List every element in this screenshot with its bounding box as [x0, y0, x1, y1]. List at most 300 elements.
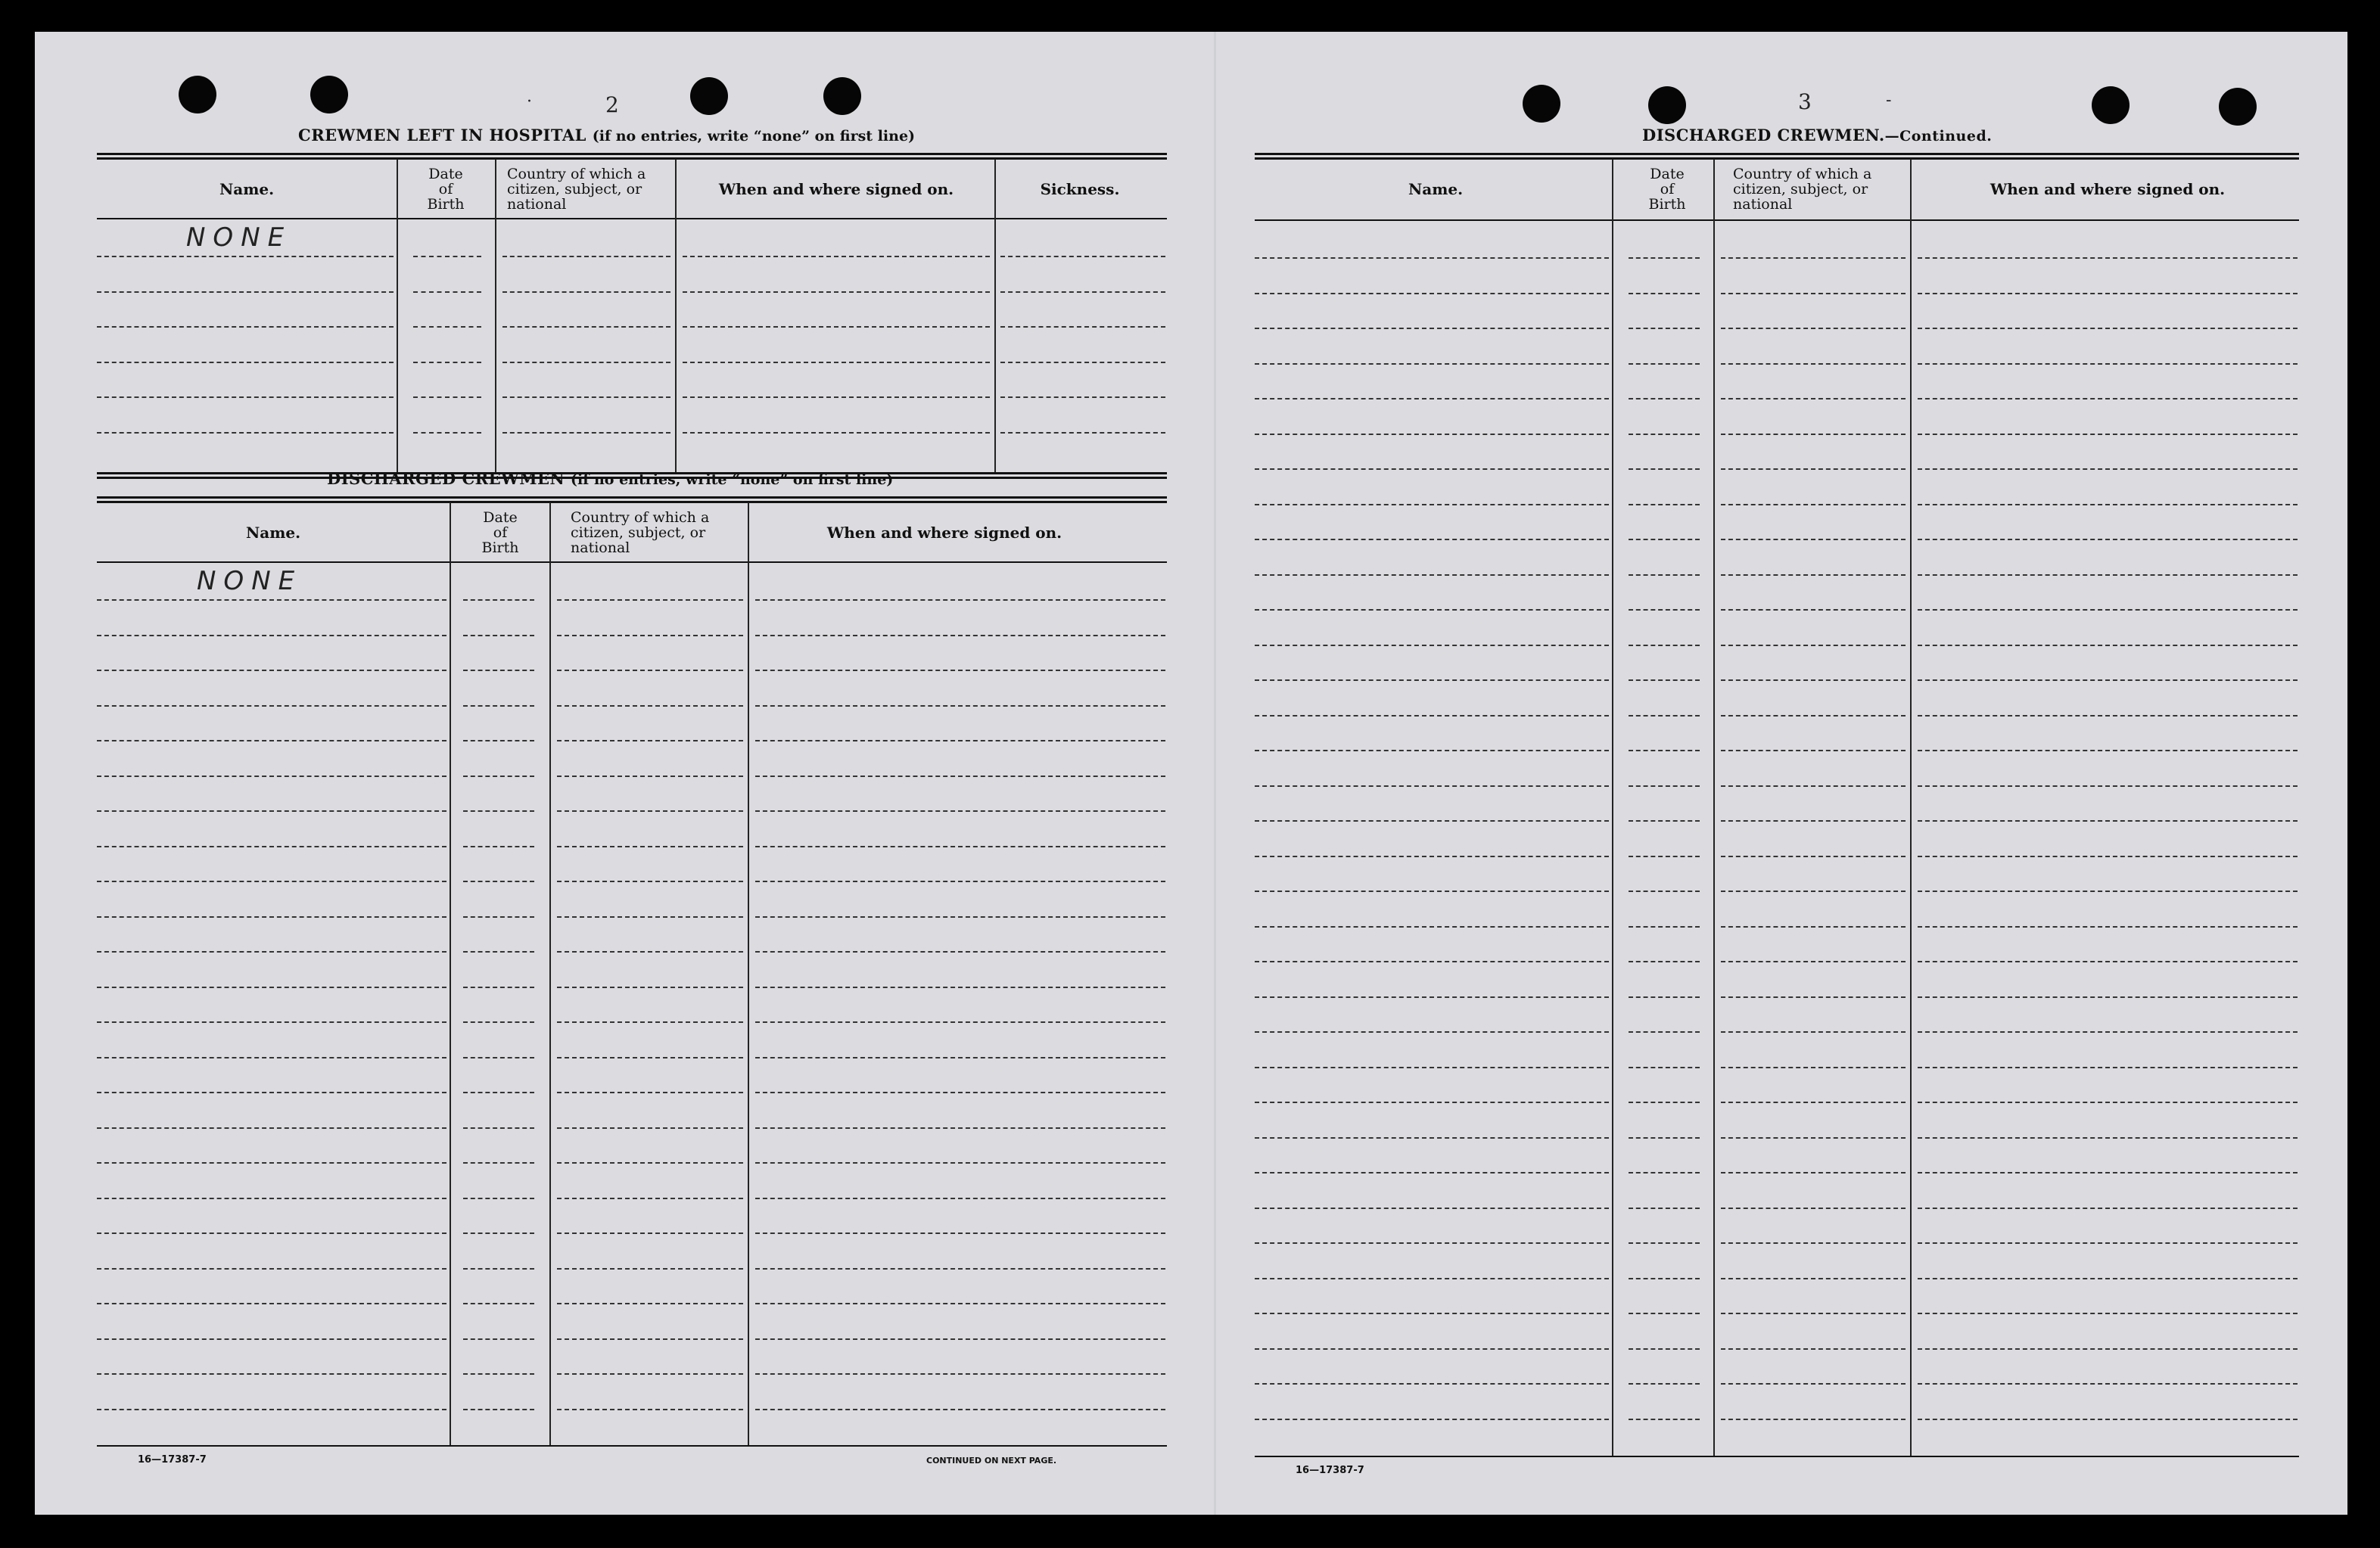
entry-line — [557, 670, 743, 671]
entry-line — [1918, 750, 2298, 751]
col-header-text: Date of Birth — [1648, 166, 1686, 213]
entry-line — [463, 951, 534, 953]
entry-line — [1629, 750, 1700, 751]
col-header-country — [554, 510, 749, 555]
entry-line — [1629, 398, 1700, 399]
entry-line — [1000, 291, 1165, 293]
entry-line — [1918, 328, 2298, 329]
column-divider — [495, 159, 496, 474]
discharged-continued-title — [1642, 126, 1992, 145]
punch-hole — [1648, 86, 1686, 124]
entry-line — [1255, 1172, 1609, 1173]
continued-note: CONTINUED ON NEXT PAGE. — [926, 1456, 1057, 1466]
entry-line — [1629, 1242, 1700, 1244]
entry-line — [97, 396, 394, 398]
entry-line — [1255, 539, 1609, 540]
entry-line — [755, 1057, 1165, 1058]
entry-line — [97, 1232, 446, 1234]
entry-line — [97, 256, 394, 257]
section-note: (if no entries, write “none” on first line) — [570, 471, 894, 488]
entry-line — [1918, 257, 2298, 259]
entry-line — [1255, 328, 1609, 329]
entry-line — [1721, 1278, 1906, 1279]
entry-line — [1918, 363, 2298, 365]
entry-line — [755, 1373, 1165, 1375]
entry-line — [1629, 645, 1700, 646]
entry-line — [1255, 398, 1609, 399]
entry-line — [97, 1127, 446, 1129]
entry-line — [1721, 1031, 1906, 1033]
entry-line — [463, 776, 534, 777]
entry-line — [557, 1057, 743, 1058]
entry-line — [1000, 326, 1165, 328]
entry-line — [1255, 715, 1609, 716]
entry-line — [97, 599, 446, 601]
entry-line — [557, 776, 743, 777]
entry-line — [413, 291, 481, 293]
punch-hole — [823, 77, 861, 115]
entry-line — [1721, 257, 1906, 259]
punch-hole — [1523, 85, 1560, 123]
entry-line — [1629, 328, 1700, 329]
col-header-when-where: When and where signed on. — [826, 524, 1062, 542]
entry-line — [97, 705, 446, 707]
entry-line — [557, 1232, 743, 1234]
entry-line — [1918, 574, 2298, 576]
entry-line — [463, 1232, 534, 1234]
entry-line — [557, 846, 743, 847]
entry-line — [1918, 996, 2298, 998]
column-divider — [1910, 159, 1912, 1457]
column-divider — [748, 502, 749, 1447]
entry-line — [97, 1373, 446, 1375]
col-header-text: Country of which a citizen, subject, or national — [507, 166, 646, 213]
entry-line — [1629, 785, 1700, 787]
entry-line — [1918, 785, 2298, 787]
col-header-country — [498, 166, 672, 212]
document-sheet — [35, 32, 2347, 1515]
entry-line — [463, 881, 534, 882]
entry-line — [1721, 750, 1906, 751]
entry-line — [755, 1409, 1165, 1410]
entry-line — [557, 1021, 743, 1023]
entry-line — [97, 670, 446, 671]
entry-line — [1255, 891, 1609, 892]
entry-line — [683, 432, 990, 434]
entry-line — [1255, 820, 1609, 822]
entry-line — [557, 635, 743, 636]
entry-line — [502, 291, 670, 293]
entry-line — [557, 916, 743, 918]
entry-line — [97, 432, 394, 434]
entry-line — [1721, 961, 1906, 962]
page-mark: · — [527, 92, 532, 111]
entry-line — [1918, 398, 2298, 399]
entry-line — [1255, 961, 1609, 962]
entry-line — [1918, 891, 2298, 892]
entry-line — [1255, 1419, 1609, 1420]
entry-line — [1721, 926, 1906, 928]
entry-line — [557, 1127, 743, 1129]
entry-line — [1255, 574, 1609, 576]
entry-line — [97, 1057, 446, 1058]
punch-hole — [690, 77, 728, 115]
entry-line — [557, 987, 743, 988]
entry-line — [1721, 328, 1906, 329]
entry-line — [1255, 1383, 1609, 1385]
entry-line — [1721, 1208, 1906, 1209]
entry-line — [1721, 891, 1906, 892]
entry-line — [755, 1232, 1165, 1234]
col-header-name: Name. — [1408, 180, 1464, 198]
entry-line — [1629, 891, 1700, 892]
header-rule — [97, 218, 1167, 219]
entry-line — [1918, 609, 2298, 611]
entry-line — [755, 1021, 1165, 1023]
entry-line — [1721, 363, 1906, 365]
entry-line — [1000, 396, 1165, 398]
entry-line — [755, 1338, 1165, 1340]
col-header-text: Date of Birth — [427, 166, 465, 213]
entry-line — [1721, 574, 1906, 576]
col-header-date-of-birth — [450, 510, 551, 555]
entry-line — [557, 1409, 743, 1410]
entry-line — [1629, 1313, 1700, 1314]
entry-line — [755, 670, 1165, 671]
entry-line — [557, 810, 743, 812]
entry-line — [1629, 1348, 1700, 1350]
header-rule — [1255, 219, 2299, 221]
entry-line — [463, 1127, 534, 1129]
entry-line — [1255, 1031, 1609, 1033]
entry-line — [1918, 468, 2298, 470]
entry-line — [1629, 257, 1700, 259]
entry-line — [1629, 539, 1700, 540]
entry-line — [755, 916, 1165, 918]
entry-line — [1000, 432, 1165, 434]
entry-line — [1918, 434, 2298, 435]
entry-line — [413, 432, 481, 434]
entry-line — [1721, 293, 1906, 294]
entry-line — [463, 1303, 534, 1304]
col-header-country — [1718, 166, 1915, 212]
entry-line — [683, 291, 990, 293]
entry-line — [557, 740, 743, 741]
entry-line — [1918, 293, 2298, 294]
entry-line — [97, 987, 446, 988]
entry-line — [557, 1268, 743, 1270]
punch-hole — [2092, 86, 2130, 124]
entry-line — [1255, 1242, 1609, 1244]
entry-line — [1629, 961, 1700, 962]
entry-line — [463, 1092, 534, 1093]
column-divider — [549, 502, 551, 1447]
entry-line — [463, 1338, 534, 1340]
entry-line — [1629, 1419, 1700, 1420]
entry-line — [755, 635, 1165, 636]
entry-line — [683, 256, 990, 257]
entry-line — [1255, 1208, 1609, 1209]
entry-line — [755, 599, 1165, 601]
entry-line — [97, 1338, 446, 1340]
entry-line — [463, 846, 534, 847]
entry-line — [755, 846, 1165, 847]
entry-line — [1721, 539, 1906, 540]
entry-line — [1255, 996, 1609, 998]
entry-line — [463, 599, 534, 601]
entry-line — [1918, 1031, 2298, 1033]
entry-line — [1918, 715, 2298, 716]
column-divider — [994, 159, 996, 474]
entry-line — [97, 740, 446, 741]
entry-line — [97, 635, 446, 636]
entry-line — [557, 599, 743, 601]
entry-line — [1721, 645, 1906, 646]
entry-line — [1629, 1383, 1700, 1385]
entry-line — [557, 1373, 743, 1375]
entry-line — [755, 705, 1165, 707]
col-header-name: Name. — [245, 524, 301, 542]
entry-line — [1629, 1172, 1700, 1173]
entry-line — [755, 1198, 1165, 1199]
entry-line — [1629, 434, 1700, 435]
entry-line — [1000, 256, 1165, 257]
entry-line — [1918, 1242, 2298, 1244]
entry-line — [1255, 926, 1609, 928]
entry-line — [1255, 1348, 1609, 1350]
column-divider — [450, 502, 451, 1447]
entry-line — [1629, 574, 1700, 576]
entry-line — [1721, 1102, 1906, 1103]
entry-line — [1629, 468, 1700, 470]
entry-line — [1721, 1067, 1906, 1068]
entry-line — [1918, 504, 2298, 505]
entry-line — [1629, 715, 1700, 716]
entry-line — [1721, 785, 1906, 787]
bottom-rule — [1255, 1456, 2299, 1457]
entry-line — [1721, 715, 1906, 716]
entry-line — [463, 740, 534, 741]
entry-line — [683, 326, 990, 328]
section-title-text: DISCHARGED CREWMEN. — [1642, 126, 1885, 145]
entry-line — [463, 1409, 534, 1410]
entry-line — [755, 1268, 1165, 1270]
col-header-text: Country of which a citizen, subject, or national — [571, 509, 710, 556]
entry-line — [463, 810, 534, 812]
continued-suffix: —Continued. — [1884, 128, 1993, 145]
entry-line — [463, 1057, 534, 1058]
entry-line — [557, 1162, 743, 1164]
entry-line — [1918, 1172, 2298, 1173]
entry-line — [755, 1303, 1165, 1304]
entry-line — [1918, 645, 2298, 646]
entry-line — [1000, 362, 1165, 363]
entry-line — [755, 951, 1165, 953]
entry-line — [557, 881, 743, 882]
entry-line — [97, 326, 394, 328]
entry-line — [413, 326, 481, 328]
entry-line — [1629, 293, 1700, 294]
entry-line — [97, 1092, 446, 1093]
entry-line — [1918, 1419, 2298, 1420]
entry-line — [97, 1303, 446, 1304]
entry-line — [1629, 363, 1700, 365]
entry-line — [1918, 1278, 2298, 1279]
entry-line — [463, 916, 534, 918]
entry-line — [463, 670, 534, 671]
entry-line — [1629, 996, 1700, 998]
entry-line — [502, 256, 670, 257]
entry-line — [463, 1198, 534, 1199]
entry-line — [1721, 820, 1906, 822]
entry-line — [1918, 926, 2298, 928]
entry-line — [1255, 363, 1609, 365]
form-number: 16—17387-7 — [138, 1454, 207, 1466]
entry-line — [683, 362, 990, 363]
entry-line — [463, 1373, 534, 1375]
entry-line — [463, 635, 534, 636]
entry-line — [1255, 856, 1609, 857]
entry-line — [1629, 926, 1700, 928]
discharged-section-title — [327, 469, 893, 488]
entry-line — [1721, 504, 1906, 505]
entry-line — [1721, 609, 1906, 611]
col-header-name: Name. — [219, 180, 275, 198]
entry-line — [1918, 1067, 2298, 1068]
entry-line — [1918, 1313, 2298, 1314]
entry-line — [1629, 504, 1700, 505]
entry-line — [97, 362, 394, 363]
col-header-when-where: When and where signed on. — [1990, 180, 2226, 198]
entry-line — [1255, 785, 1609, 787]
entry-line — [1721, 1172, 1906, 1173]
entry-line — [1629, 1278, 1700, 1279]
entry-line — [1721, 1313, 1906, 1314]
entry-line — [463, 1268, 534, 1270]
entry-line — [1918, 820, 2298, 822]
section-title-text: DISCHARGED CREWMEN — [327, 469, 565, 488]
page-mark: - — [1886, 91, 1892, 110]
entry-line — [1721, 679, 1906, 681]
col-header-when-where: When and where signed on. — [718, 180, 954, 198]
entry-line — [1721, 1348, 1906, 1350]
entry-line — [463, 1162, 534, 1164]
entry-line — [1918, 539, 2298, 540]
punch-hole — [179, 76, 216, 113]
entry-line — [755, 776, 1165, 777]
entry-line — [97, 1162, 446, 1164]
entry-line — [1721, 468, 1906, 470]
entry-line — [463, 1021, 534, 1023]
entry-line — [502, 396, 670, 398]
entry-line — [97, 1198, 446, 1199]
column-divider — [1612, 159, 1613, 1457]
entry-line — [1918, 1102, 2298, 1103]
entry-line — [755, 740, 1165, 741]
entry-line — [755, 1127, 1165, 1129]
entry-line — [413, 396, 481, 398]
entry-line — [1629, 1137, 1700, 1139]
entry-line — [502, 326, 670, 328]
entry-line — [755, 987, 1165, 988]
entry-line — [557, 705, 743, 707]
section-title-text: CREWMEN LEFT IN HOSPITAL — [298, 126, 586, 145]
entry-line — [1918, 679, 2298, 681]
entry-line — [1918, 961, 2298, 962]
entry-line — [502, 362, 670, 363]
column-divider — [397, 159, 398, 474]
entry-line — [683, 396, 990, 398]
entry-line — [1255, 645, 1609, 646]
rule-double — [97, 496, 1167, 503]
entry-line — [97, 1409, 446, 1410]
entry-line — [1629, 1102, 1700, 1103]
entry-line — [1721, 398, 1906, 399]
entry-line — [1255, 468, 1609, 470]
entry-line — [557, 1198, 743, 1199]
entry-line — [1721, 1383, 1906, 1385]
entry-line — [97, 846, 446, 847]
entry-line — [1721, 1242, 1906, 1244]
entry-line — [1255, 750, 1609, 751]
entry-line — [1629, 679, 1700, 681]
entry-line — [755, 810, 1165, 812]
entry-line — [1629, 1067, 1700, 1068]
page-number: 3 — [1798, 89, 1812, 114]
entry-line — [1255, 1313, 1609, 1314]
entry-line — [413, 256, 481, 257]
handwritten-entry: NONE — [197, 566, 303, 596]
column-divider — [675, 159, 677, 474]
entry-line — [1629, 856, 1700, 857]
entry-line — [1721, 996, 1906, 998]
bottom-rule — [97, 1445, 1167, 1447]
entry-line — [1255, 504, 1609, 505]
col-header-date-of-birth — [1616, 166, 1718, 212]
entry-line — [1918, 1208, 2298, 1209]
entry-line — [413, 362, 481, 363]
section-note: (if no entries, write “none” on first line) — [592, 128, 916, 145]
left-page — [35, 32, 1215, 1515]
entry-line — [755, 1162, 1165, 1164]
col-header-text: Date of Birth — [481, 509, 519, 556]
entry-line — [1918, 1348, 2298, 1350]
entry-line — [1721, 856, 1906, 857]
rule-double — [1255, 153, 2299, 160]
entry-line — [1255, 257, 1609, 259]
entry-line — [1255, 1067, 1609, 1068]
entry-line — [502, 432, 670, 434]
entry-line — [1255, 679, 1609, 681]
entry-line — [97, 1021, 446, 1023]
entry-line — [557, 951, 743, 953]
entry-line — [1918, 856, 2298, 857]
entry-line — [1918, 1137, 2298, 1139]
col-header-sickness: Sickness. — [1040, 180, 1120, 198]
col-header-date-of-birth — [397, 166, 495, 212]
entry-line — [1918, 1383, 2298, 1385]
entry-line — [97, 1268, 446, 1270]
entry-line — [97, 881, 446, 882]
handwritten-entry: NONE — [186, 222, 292, 253]
entry-line — [1629, 1031, 1700, 1033]
entry-line — [1721, 1137, 1906, 1139]
entry-line — [463, 987, 534, 988]
entry-line — [1255, 1102, 1609, 1103]
entry-line — [1255, 1137, 1609, 1139]
entry-line — [97, 916, 446, 918]
entry-line — [97, 810, 446, 812]
